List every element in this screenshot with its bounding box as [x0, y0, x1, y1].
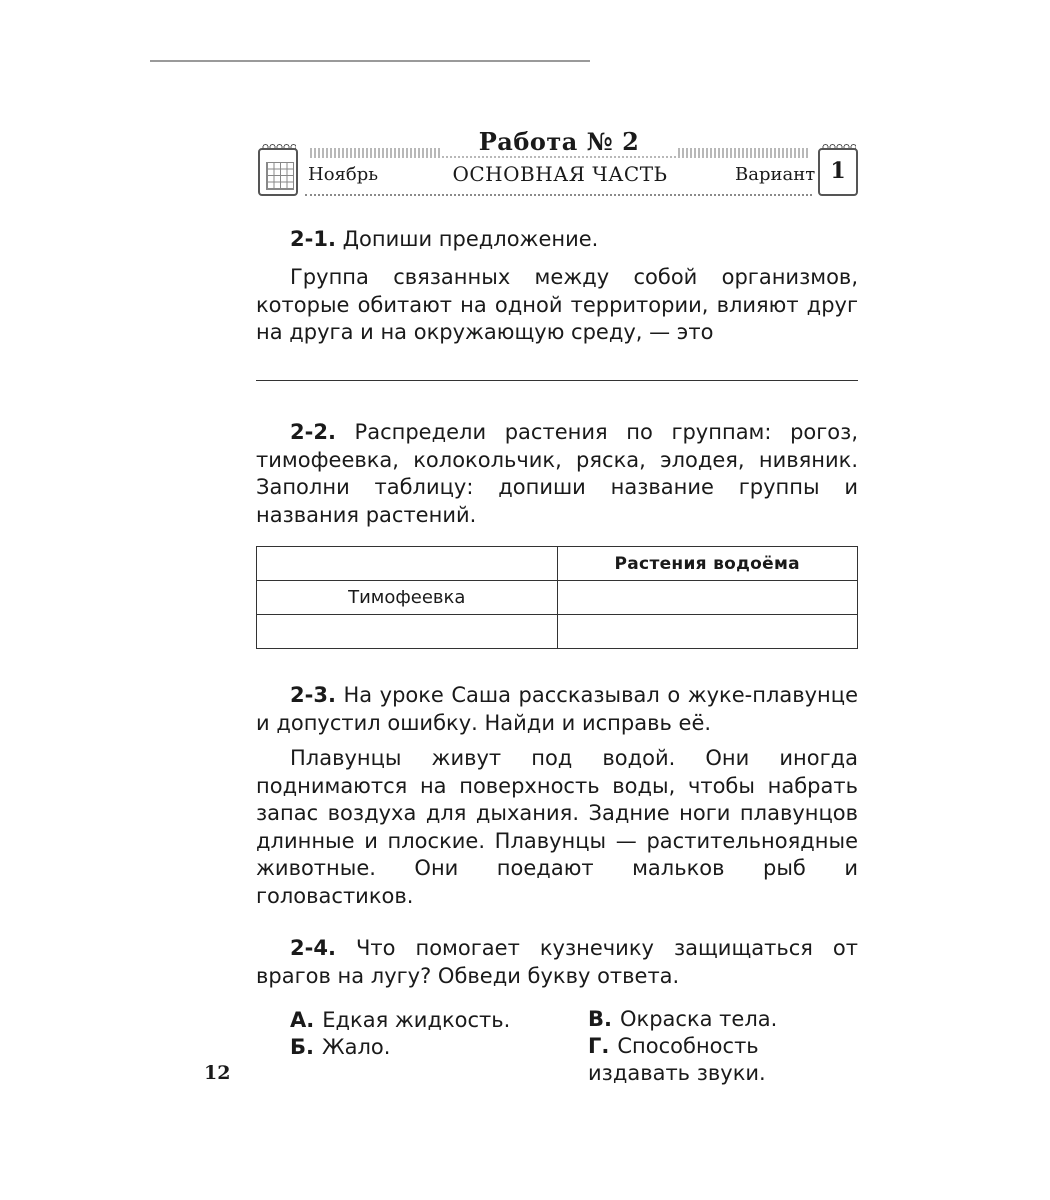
task-2-2-heading [256, 419, 858, 529]
option-letter: В. [588, 1007, 612, 1031]
table-header-row [257, 547, 858, 581]
plants-table [256, 546, 858, 649]
table-row [257, 581, 858, 615]
variant-label: Вариант [735, 164, 816, 185]
work-title: Работа № 2 [440, 127, 678, 156]
variant-number: 1 [830, 158, 846, 184]
task-2-1-text: Группа связанных между собой организмов, которые обитают на одной территории, влияют друг на друга и на окружающую среду, — это [256, 265, 858, 344]
section-label: ОСНОВНАЯ ЧАСТЬ [452, 162, 668, 186]
option-text: Способность издавать звуки. [588, 1034, 766, 1085]
month-label: Ноябрь [308, 164, 379, 185]
answer-option-g[interactable] [588, 1033, 818, 1087]
task-instruction: Что помогает кузнечику защищаться от врагов на лугу? Обведи букву ответа. [256, 936, 858, 988]
table-cell: Тимофеевка [257, 581, 558, 615]
header-dotted-line [305, 194, 812, 196]
task-number: 2-1. [290, 227, 336, 251]
task-instruction: Распредели растения по группам: рогоз, тимофеевка, колокольчик, ряска, элодея, нивяник. Заполни таблицу: допиши название группы и названия растений. [256, 420, 858, 527]
option-text: Жало. [321, 1035, 391, 1059]
scan-edge-line [150, 60, 590, 62]
page-number: 12 [204, 1062, 231, 1084]
option-letter: Г. [588, 1034, 610, 1058]
table-header-cell[interactable] [257, 547, 558, 581]
answer-option-v[interactable] [588, 1006, 777, 1033]
task-2-1-heading [256, 226, 858, 254]
variant-calendar-icon [818, 148, 858, 196]
option-letter: Б. [290, 1035, 314, 1059]
task-2-3-heading [256, 682, 858, 737]
option-text: Окраска тела. [619, 1007, 778, 1031]
task-number: 2-4. [290, 936, 336, 960]
task-2-4-heading [256, 935, 858, 990]
task-number: 2-2. [290, 420, 336, 444]
answer-line[interactable] [256, 380, 858, 381]
table-cell[interactable] [257, 615, 558, 649]
task-2-3-text: Плавунцы живут под водой. Они иногда поднимаются на поверхность воды, чтобы набрать запас воздуха для дыхания. Задние ноги плавунцов длинные и плоские. Плавунцы — растительноядные животные. Они поедают мальков рыб и головастиков. [256, 746, 858, 908]
answer-option-a[interactable] [290, 1007, 510, 1034]
table-row [257, 615, 858, 649]
task-instruction: Допиши предложение. [342, 227, 599, 251]
option-letter: А. [290, 1008, 315, 1032]
table-cell[interactable] [557, 581, 858, 615]
calendar-icon [258, 148, 298, 196]
table-header-cell: Растения водоёма [557, 547, 858, 581]
option-text: Едкая жидкость. [322, 1008, 511, 1032]
table-cell[interactable] [557, 615, 858, 649]
task-number: 2-3. [290, 683, 336, 707]
task-instruction: На уроке Саша рассказывал о жуке-плавунце и допустил ошибку. Найди и исправь её. [256, 683, 858, 735]
answer-option-b[interactable] [290, 1034, 390, 1061]
